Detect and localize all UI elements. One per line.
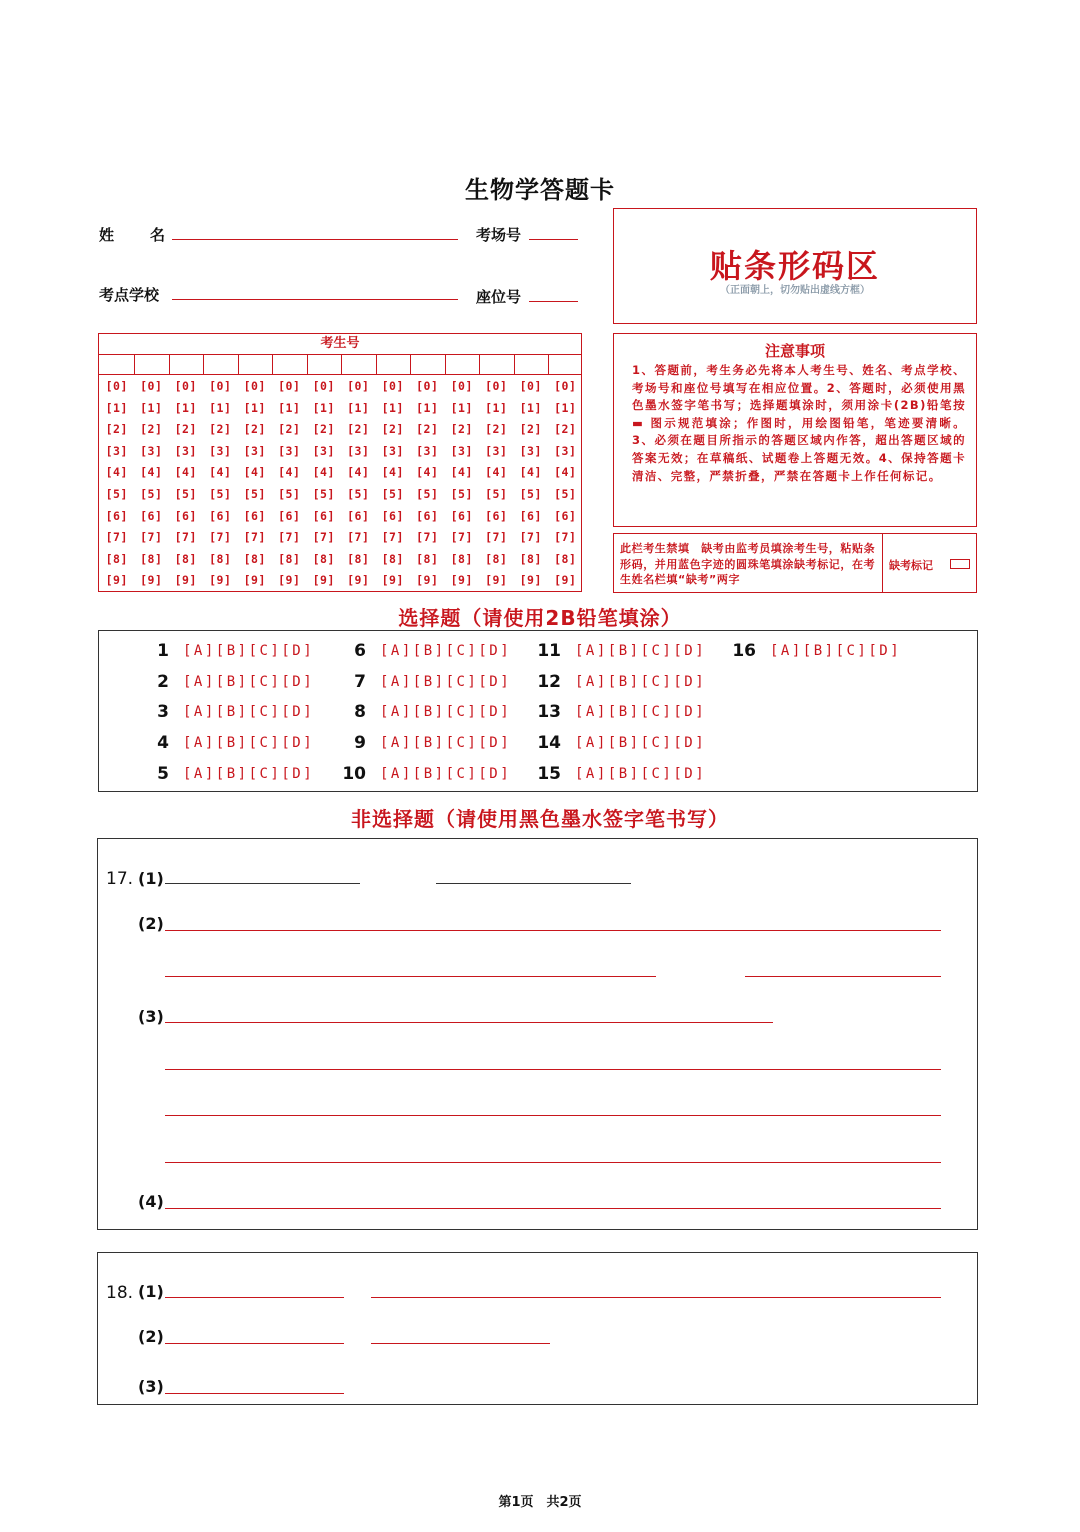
candidate-id-digit-row <box>99 462 581 484</box>
candidate-id-bubble[interactable]: [3] <box>243 443 266 458</box>
candidate-id-bubble[interactable]: [1] <box>174 400 197 415</box>
choice-question-number: 14 <box>537 733 561 753</box>
candidate-id-bubble[interactable]: [7] <box>554 530 577 545</box>
choice-options[interactable]: [A][B][C][D] <box>770 643 902 659</box>
choice-question-number: 4 <box>157 733 169 753</box>
choice-options[interactable]: [A][B][C][D] <box>183 704 315 720</box>
candidate-id-bubble[interactable]: [0] <box>485 379 508 393</box>
candidate-id-bubble[interactable]: [8] <box>450 551 473 566</box>
choice-question-number: 11 <box>537 641 561 661</box>
candidate-id-bubble[interactable]: [4] <box>243 465 266 480</box>
candidate-id-bubble[interactable]: [3] <box>209 443 232 458</box>
q18-number: 18. <box>106 1283 134 1303</box>
choice-options[interactable]: [A][B][C][D] <box>380 674 512 690</box>
candidate-id-column-divider <box>479 355 480 374</box>
candidate-id-column-divider <box>238 355 239 374</box>
candidate-id-bubble[interactable]: [8] <box>485 551 508 566</box>
absent-text: 此栏考生禁填 缺考由监考员填涂考生号，粘贴条形码，并用蓝色字迹的圆珠笔填涂缺考标记，在考生姓名栏填“缺考”两字 <box>620 542 876 586</box>
candidate-id-column-divider <box>548 355 549 374</box>
nonchoice-section-header: 非选择题（请使用黑色墨水签字笔书写） <box>351 807 729 831</box>
candidate-id-bubble[interactable]: [9] <box>381 573 404 588</box>
candidate-id-bubble[interactable]: [5] <box>347 487 370 501</box>
choice-question-number: 12 <box>537 672 561 692</box>
seat-field[interactable] <box>529 301 578 302</box>
candidate-id-bubble[interactable]: [2] <box>381 422 404 437</box>
candidate-id-bubble[interactable]: [9] <box>347 573 370 588</box>
candidate-id-bubble[interactable]: [0] <box>278 379 301 393</box>
candidate-id-bubble[interactable]: [8] <box>140 551 163 566</box>
candidate-id-bubble[interactable]: [1] <box>519 400 542 415</box>
q17-part-2-label: (2) <box>138 914 164 933</box>
candidate-id-column-divider <box>203 355 204 374</box>
candidate-id-bubble[interactable]: [6] <box>485 508 508 523</box>
candidate-id-bubble[interactable]: [7] <box>140 530 163 545</box>
candidate-id-bubble[interactable]: [5] <box>243 487 266 501</box>
choice-question-number: 8 <box>354 702 366 722</box>
candidate-id-column-divider <box>272 355 273 374</box>
candidate-id-bubble[interactable]: [9] <box>243 573 266 588</box>
candidate-id-bubble[interactable]: [8] <box>243 551 266 566</box>
q18-3-blank[interactable] <box>165 1393 344 1394</box>
choice-options[interactable]: [A][B][C][D] <box>575 735 707 751</box>
candidate-id-bubble[interactable]: [4] <box>174 465 197 480</box>
notes-title: 注意事项 <box>764 342 825 360</box>
q17-number: 17. <box>106 869 134 889</box>
candidate-id-bubble[interactable]: [2] <box>209 422 232 437</box>
candidate-id-bubble[interactable]: [5] <box>209 487 232 501</box>
q18-part-1-label: (1) <box>138 1282 164 1301</box>
candidate-id-bubble[interactable]: [4] <box>519 465 542 480</box>
candidate-id-bubble[interactable]: [8] <box>554 551 577 566</box>
candidate-id-bubble[interactable]: [6] <box>174 508 197 523</box>
candidate-id-column-divider <box>341 355 342 374</box>
choice-options[interactable]: [A][B][C][D] <box>575 674 707 690</box>
candidate-id-bubble[interactable]: [1] <box>105 400 128 415</box>
candidate-id-bubble[interactable]: [8] <box>105 551 128 566</box>
q17-1-blank-b[interactable] <box>436 883 631 884</box>
candidate-id-digit-row <box>99 527 581 549</box>
candidate-id-bubble[interactable]: [3] <box>416 443 439 458</box>
choice-question-number: 10 <box>342 764 366 784</box>
q17-part-4-label: (4) <box>138 1192 164 1211</box>
page-title: 生物学答题卡 <box>465 176 615 204</box>
candidate-id-bubble[interactable]: [6] <box>209 508 232 523</box>
candidate-id-bubble[interactable]: [2] <box>450 422 473 437</box>
candidate-id-bubble[interactable]: [2] <box>485 422 508 437</box>
school-field[interactable] <box>172 299 458 300</box>
candidate-id-bubble[interactable]: [3] <box>105 443 128 458</box>
candidate-id-bubble[interactable]: [7] <box>243 530 266 545</box>
absent-mark-box[interactable] <box>950 559 970 569</box>
candidate-id-bubble[interactable]: [4] <box>278 465 301 480</box>
candidate-id-bubble[interactable]: [2] <box>105 422 128 437</box>
candidate-id-grid <box>98 333 582 592</box>
notes-body: 1、答题前，考生务必先将本人考生号、姓名、考点学校、考场号和座位号填写在相应位置。2、答题时，必须使用黑色墨水签字笔书写；选择题填涂时，须用涂卡(2B)铅笔按 ▬ 图示规范填涂；作图时，用绘图铅笔，笔迹要清晰。3、必须在题目所指示的答题区域内作答，超出答题区域的答案无效；在草稿纸、试题卷上答题无效。4、保持答题卡清洁、完整，严禁折叠，严禁在答题卡上作任何标记。 <box>632 363 966 483</box>
candidate-id-bubble[interactable]: [7] <box>312 530 335 545</box>
candidate-id-bubble[interactable]: [1] <box>416 400 439 415</box>
candidate-id-bubble[interactable]: [3] <box>485 443 508 458</box>
candidate-id-bubble[interactable]: [6] <box>416 508 439 523</box>
candidate-id-bubble[interactable]: [3] <box>519 443 542 458</box>
candidate-id-bubble[interactable]: [8] <box>416 551 439 566</box>
candidate-id-bubble[interactable]: [0] <box>312 379 335 393</box>
choice-section-header: 选择题（请使用2B铅笔填涂） <box>398 606 682 630</box>
candidate-id-digit-row <box>99 549 581 571</box>
q17-2-blank-c[interactable] <box>745 976 941 977</box>
choice-question-number: 6 <box>354 641 366 661</box>
q17-3-blank-b[interactable] <box>165 1069 941 1070</box>
candidate-id-bubble[interactable]: [3] <box>381 443 404 458</box>
room-label: 考场号 <box>476 226 522 244</box>
candidate-id-bubble[interactable]: [0] <box>519 379 542 393</box>
barcode-area <box>613 208 977 324</box>
candidate-id-bubble[interactable]: [5] <box>554 487 577 501</box>
q17-2-blank-a[interactable] <box>165 930 941 931</box>
choice-question-number: 3 <box>157 702 169 722</box>
candidate-id-title: 考生号 <box>99 334 581 355</box>
candidate-id-bubble[interactable]: [5] <box>381 487 404 501</box>
room-field[interactable] <box>529 239 578 240</box>
q18-1-blank-b[interactable] <box>371 1297 941 1298</box>
candidate-id-bubble[interactable]: [4] <box>381 465 404 480</box>
candidate-id-bubble[interactable]: [7] <box>105 530 128 545</box>
candidate-id-bubble[interactable]: [6] <box>519 508 542 523</box>
candidate-id-bubble[interactable]: [5] <box>485 487 508 501</box>
candidate-id-bubble[interactable]: [9] <box>174 573 197 588</box>
candidate-id-bubble[interactable]: [0] <box>381 379 404 393</box>
candidate-id-bubble[interactable]: [1] <box>554 400 577 415</box>
candidate-id-bubble[interactable]: [3] <box>554 443 577 458</box>
candidate-id-digit-row <box>99 376 581 398</box>
candidate-id-bubble[interactable]: [2] <box>140 422 163 437</box>
candidate-id-bubble[interactable]: [6] <box>105 508 128 523</box>
choice-options[interactable]: [A][B][C][D] <box>183 643 315 659</box>
candidate-id-write-row <box>99 355 581 375</box>
q17-4-blank[interactable] <box>165 1208 941 1209</box>
candidate-id-bubble[interactable]: [0] <box>140 379 163 393</box>
q18-2-blank-a[interactable] <box>165 1343 344 1344</box>
candidate-id-bubble[interactable]: [7] <box>347 530 370 545</box>
choice-question-number: 7 <box>354 672 366 692</box>
candidate-id-bubble[interactable]: [7] <box>174 530 197 545</box>
candidate-id-bubble[interactable]: [5] <box>174 487 197 501</box>
candidate-id-bubble[interactable]: [7] <box>209 530 232 545</box>
candidate-id-bubble[interactable]: [9] <box>312 573 335 588</box>
candidate-id-bubble[interactable]: [0] <box>105 379 128 393</box>
candidate-id-bubble[interactable]: [4] <box>105 465 128 480</box>
candidate-id-bubble[interactable]: [9] <box>209 573 232 588</box>
candidate-id-bubble[interactable]: [2] <box>416 422 439 437</box>
candidate-id-column-divider <box>169 355 170 374</box>
candidate-id-column-divider <box>376 355 377 374</box>
page-footer: 第1页 共2页 <box>498 1495 582 1510</box>
candidate-id-bubble[interactable]: [8] <box>312 551 335 566</box>
candidate-id-bubble[interactable]: [2] <box>554 422 577 437</box>
candidate-id-digit-row <box>99 441 581 463</box>
candidate-id-bubble[interactable]: [9] <box>416 573 439 588</box>
candidate-id-bubble[interactable]: [3] <box>450 443 473 458</box>
candidate-id-bubble[interactable]: [9] <box>485 573 508 588</box>
choice-options[interactable]: [A][B][C][D] <box>575 704 707 720</box>
candidate-id-bubble[interactable]: [0] <box>416 379 439 393</box>
candidate-id-bubble[interactable]: [1] <box>450 400 473 415</box>
candidate-id-bubble[interactable]: [2] <box>312 422 335 437</box>
choice-question-number: 5 <box>157 764 169 784</box>
candidate-id-bubble[interactable]: [6] <box>347 508 370 523</box>
candidate-id-digit-row <box>99 570 581 592</box>
candidate-id-column-divider <box>445 355 446 374</box>
candidate-id-bubble[interactable]: [6] <box>450 508 473 523</box>
candidate-id-bubble[interactable]: [0] <box>450 379 473 393</box>
candidate-id-bubble[interactable]: [2] <box>243 422 266 437</box>
choice-options[interactable]: [A][B][C][D] <box>380 704 512 720</box>
choice-options[interactable]: [A][B][C][D] <box>183 735 315 751</box>
q18-2-blank-b[interactable] <box>371 1343 550 1344</box>
candidate-id-bubble[interactable]: [2] <box>278 422 301 437</box>
candidate-id-bubble[interactable]: [4] <box>209 465 232 480</box>
choice-options[interactable]: [A][B][C][D] <box>380 643 512 659</box>
choice-question-number: 16 <box>732 641 756 661</box>
candidate-id-bubble[interactable]: [2] <box>347 422 370 437</box>
candidate-id-bubble[interactable]: [5] <box>312 487 335 501</box>
candidate-id-bubble[interactable]: [4] <box>312 465 335 480</box>
candidate-id-bubble[interactable]: [3] <box>140 443 163 458</box>
candidate-id-bubble[interactable]: [8] <box>381 551 404 566</box>
notes-box <box>613 333 977 527</box>
q17-part-1-label: (1) <box>138 869 164 888</box>
school-label: 考点学校 <box>99 286 160 304</box>
candidate-id-bubble[interactable]: [1] <box>140 400 163 415</box>
candidate-id-bubble[interactable]: [1] <box>243 400 266 415</box>
choice-options[interactable]: [A][B][C][D] <box>575 643 707 659</box>
absent-label: 缺考标记 <box>889 559 933 572</box>
candidate-id-bubble[interactable]: [2] <box>174 422 197 437</box>
candidate-id-bubble[interactable]: [8] <box>209 551 232 566</box>
candidate-id-bubble[interactable]: [1] <box>209 400 232 415</box>
q17-3-blank-c[interactable] <box>165 1115 941 1116</box>
candidate-id-bubble[interactable]: [1] <box>381 400 404 415</box>
q18-1-blank-a[interactable] <box>165 1297 344 1298</box>
q17-2-blank-b[interactable] <box>165 976 656 977</box>
candidate-id-bubble[interactable]: [6] <box>381 508 404 523</box>
candidate-id-bubble[interactable]: [9] <box>140 573 163 588</box>
choice-options[interactable]: [A][B][C][D] <box>380 766 512 782</box>
candidate-id-bubble[interactable]: [5] <box>140 487 163 501</box>
candidate-id-bubble[interactable]: [6] <box>278 508 301 523</box>
candidate-id-bubble[interactable]: [7] <box>416 530 439 545</box>
choice-options[interactable]: [A][B][C][D] <box>380 735 512 751</box>
candidate-id-bubble[interactable]: [1] <box>278 400 301 415</box>
candidate-id-bubble[interactable]: [6] <box>312 508 335 523</box>
q18-part-3-label: (3) <box>138 1377 164 1396</box>
candidate-id-bubble[interactable]: [0] <box>554 379 577 393</box>
candidate-id-digit-row <box>99 484 581 506</box>
candidate-id-bubble[interactable]: [1] <box>485 400 508 415</box>
choice-question-number: 1 <box>157 641 169 661</box>
name-label: 姓 名 <box>99 226 168 244</box>
candidate-id-bubble[interactable]: [5] <box>450 487 473 501</box>
candidate-id-bubble[interactable]: [7] <box>450 530 473 545</box>
candidate-id-bubble[interactable]: [0] <box>243 379 266 393</box>
barcode-note: （正面朝上，切勿贴出虚线方框） <box>720 285 870 296</box>
candidate-id-bubble[interactable]: [8] <box>278 551 301 566</box>
candidate-id-bubble[interactable]: [4] <box>485 465 508 480</box>
candidate-id-bubble[interactable]: [4] <box>554 465 577 480</box>
q17-3-blank-d[interactable] <box>165 1162 941 1163</box>
seat-label: 座位号 <box>476 288 522 306</box>
q17-3-blank-a[interactable] <box>165 1022 773 1023</box>
candidate-id-digit-row <box>99 398 581 420</box>
choice-question-number: 13 <box>537 702 561 722</box>
candidate-id-column-divider <box>307 355 308 374</box>
choice-box <box>98 630 978 792</box>
candidate-id-bubble[interactable]: [4] <box>416 465 439 480</box>
candidate-id-column-divider <box>410 355 411 374</box>
choice-question-number: 15 <box>537 764 561 784</box>
candidate-id-bubble[interactable]: [9] <box>105 573 128 588</box>
absent-divider <box>882 534 883 592</box>
candidate-id-bubble[interactable]: [5] <box>105 487 128 501</box>
q17-1-blank-a[interactable] <box>165 883 360 884</box>
candidate-id-bubble[interactable]: [9] <box>278 573 301 588</box>
candidate-id-bubble[interactable]: [3] <box>312 443 335 458</box>
candidate-id-bubble[interactable]: [2] <box>519 422 542 437</box>
candidate-id-bubble[interactable]: [7] <box>278 530 301 545</box>
candidate-id-bubble[interactable]: [7] <box>519 530 542 545</box>
candidate-id-bubble[interactable]: [3] <box>347 443 370 458</box>
q17-part-3-label: (3) <box>138 1007 164 1026</box>
candidate-id-bubble[interactable]: [3] <box>174 443 197 458</box>
candidate-id-bubble[interactable]: [6] <box>554 508 577 523</box>
candidate-id-bubble[interactable]: [5] <box>416 487 439 501</box>
q18-part-2-label: (2) <box>138 1327 164 1346</box>
candidate-id-bubble[interactable]: [9] <box>554 573 577 588</box>
candidate-id-bubble[interactable]: [0] <box>174 379 197 393</box>
choice-options[interactable]: [A][B][C][D] <box>183 674 315 690</box>
choice-options[interactable]: [A][B][C][D] <box>575 766 707 782</box>
candidate-id-bubble[interactable]: [4] <box>140 465 163 480</box>
absent-box <box>613 533 977 593</box>
choice-question-number: 2 <box>157 672 169 692</box>
candidate-id-bubble[interactable]: [9] <box>519 573 542 588</box>
candidate-id-bubble[interactable]: [5] <box>278 487 301 501</box>
candidate-id-bubble[interactable]: [8] <box>174 551 197 566</box>
candidate-id-column-divider <box>134 355 135 374</box>
candidate-id-bubble[interactable]: [7] <box>381 530 404 545</box>
q17-answer-box <box>97 838 978 1230</box>
candidate-id-bubble[interactable]: [0] <box>209 379 232 393</box>
name-field[interactable] <box>172 239 458 240</box>
candidate-id-bubble[interactable]: [6] <box>140 508 163 523</box>
candidate-id-bubble[interactable]: [4] <box>450 465 473 480</box>
barcode-title: 贴条形码区 <box>709 247 880 285</box>
choice-options[interactable]: [A][B][C][D] <box>183 766 315 782</box>
q18-answer-box <box>97 1252 978 1405</box>
candidate-id-bubble[interactable]: [1] <box>312 400 335 415</box>
candidate-id-bubble[interactable]: [8] <box>347 551 370 566</box>
candidate-id-bubble[interactable]: [4] <box>347 465 370 480</box>
candidate-id-bubble[interactable]: [1] <box>347 400 370 415</box>
candidate-id-bubble[interactable]: [8] <box>519 551 542 566</box>
candidate-id-bubble[interactable]: [6] <box>243 508 266 523</box>
candidate-id-digit-row <box>99 419 581 441</box>
candidate-id-bubble[interactable]: [7] <box>485 530 508 545</box>
candidate-id-bubble[interactable]: [9] <box>450 573 473 588</box>
candidate-id-bubble[interactable]: [5] <box>519 487 542 501</box>
candidate-id-column-divider <box>514 355 515 374</box>
candidate-id-digit-row <box>99 506 581 528</box>
candidate-id-bubble[interactable]: [3] <box>278 443 301 458</box>
choice-question-number: 9 <box>354 733 366 753</box>
candidate-id-bubble[interactable]: [0] <box>347 379 370 393</box>
